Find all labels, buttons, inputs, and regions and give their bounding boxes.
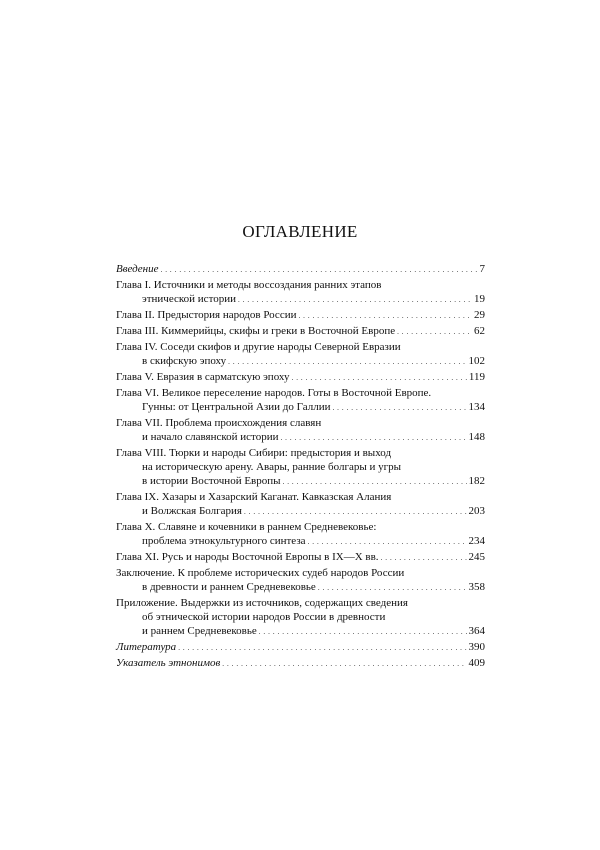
dot-leader [332,400,466,415]
toc-entry [116,340,485,369]
dot-leader [222,656,466,671]
page-number: 119 [468,371,485,383]
dot-leader [283,474,467,489]
page-number: 409 [468,657,485,669]
toc-entry [116,446,485,489]
toc-entry-text: об этнической истории народов России в древности [142,611,386,623]
page-number: 234 [468,535,485,547]
toc-entry [116,278,485,307]
dot-leader [244,504,467,519]
dot-leader [238,292,472,307]
toc-entry [116,386,485,415]
page-number: 148 [468,431,485,443]
toc-entry-text: Гунны: от Центральной Азии до Галлии [142,401,331,413]
page-number: 364 [468,625,485,637]
toc-entry-text: этнической истории [142,293,236,305]
toc-entry [116,566,485,595]
dot-leader [298,308,472,323]
toc-entry-text: Приложение. Выдержки из источников, содержащих сведения [116,597,408,609]
page-number: 19 [474,293,485,305]
dot-leader [280,430,466,445]
page-number: 7 [479,263,485,275]
toc-entry-text: Литература [116,641,177,653]
toc-entry-text: и начало славянской истории [142,431,279,443]
toc-entry-text: Глава X. Славяне и кочевники в раннем Средневековье: [116,521,377,533]
toc-entry [116,520,485,549]
toc-entry-text: Глава II. Предыстория народов России [116,309,297,321]
toc-entry [116,416,485,445]
page-title: ОГЛАВЛЕНИЕ [242,222,358,241]
toc-entry-text: Заключение. К проблеме исторических судеб народов России [116,567,405,579]
page-number: 102 [468,355,485,367]
page-number: 29 [474,309,485,321]
page-number: 390 [468,641,485,653]
toc-entry-text: Глава VI. Великое переселение народов. Готы в Восточной Европе. [116,387,432,399]
toc-entry [116,324,485,339]
toc-entry-text: Введение [116,263,159,275]
dot-leader [259,624,467,639]
toc-entry [116,656,485,671]
toc-entry-text: в истории Восточной Европы [142,475,281,487]
toc-entry [116,550,485,565]
dot-leader [397,324,472,339]
dot-leader [161,262,478,277]
toc-entry-text: Глава IX. Хазары и Хазарский Каганат. Кавказская Алания [116,491,392,503]
toc-entry-text: Глава I. Источники и методы воссоздания ранних этапов [116,279,382,291]
page-number: 134 [468,401,485,413]
toc-entry-text: и раннем Средневековье [142,625,257,637]
toc-entry-text: и Волжская Болгария [142,505,242,517]
dot-leader [228,354,466,369]
toc-entry-text: в скифскую эпоху [142,355,227,367]
toc-entry [116,640,485,655]
toc-entry-text: Указатель этнонимов [116,657,221,669]
toc-entry [116,490,485,519]
page-number: 245 [468,551,485,563]
dot-leader [381,550,467,565]
page-number: 203 [468,505,485,517]
toc-entry-text: Глава VIII. Тюрки и народы Сибири: предыстория и выход [116,447,392,459]
toc-entry-text: Глава V. Евразия в сарматскую эпоху [116,371,290,383]
toc-entry [116,308,485,323]
toc-entry-text: на историческую арену. Авары, ранние болгары и угры [142,461,402,473]
dot-leader [178,640,466,655]
dot-leader [308,534,467,549]
toc-entry [116,596,485,639]
table-of-contents [116,262,485,672]
toc-entry-text: Глава XI. Русь и народы Восточной Европы в IX—X вв. [116,551,379,563]
toc-entry-text: Глава IV. Соседи скифов и другие народы Северной Евразии [116,341,401,353]
toc-entry-text: проблема этнокультурного синтеза [142,535,306,547]
page-number: 62 [474,325,485,337]
toc-entry-text: Глава III. Киммерийцы, скифы и греки в Восточной Европе [116,325,396,337]
toc-entry-text: в древности и раннем Средневековье [142,581,316,593]
toc-entry-text: Глава VII. Проблема происхождения славян [116,417,322,429]
toc-entry [116,370,485,385]
dot-leader [318,580,467,595]
page-number: 358 [468,581,485,593]
page-number: 182 [468,475,485,487]
toc-entry [116,262,485,277]
dot-leader [292,370,467,385]
